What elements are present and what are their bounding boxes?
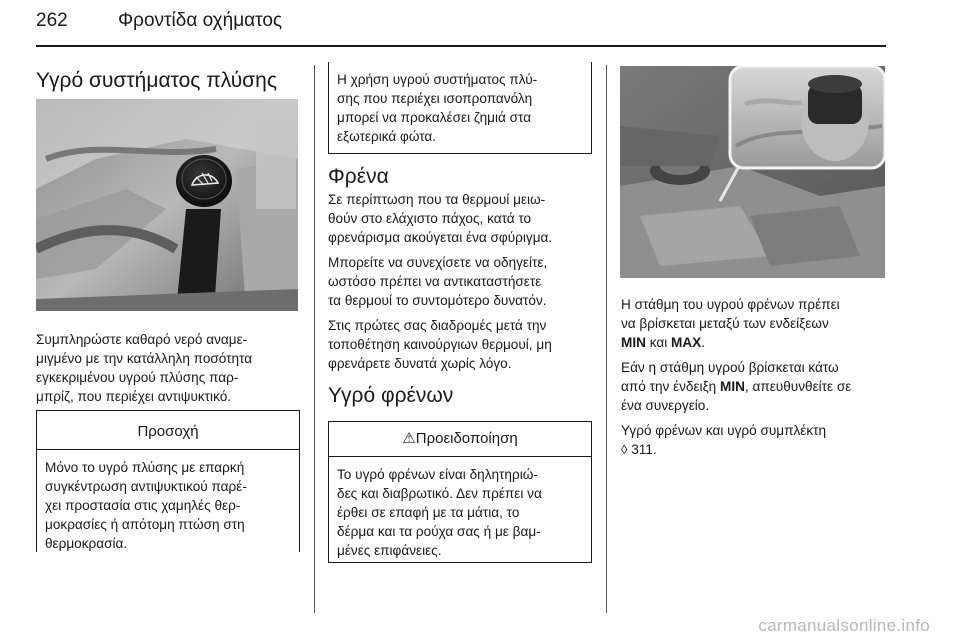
header-rule	[36, 45, 886, 47]
warning-heading: ⚠Προειδοποίηση	[402, 430, 518, 447]
min-label: MIN	[621, 335, 646, 350]
warning-box	[328, 421, 592, 563]
caution-continued-box	[328, 62, 592, 154]
brakes-title: Φρένα	[328, 165, 389, 188]
brake-fluid-level-text: Η στάθμη του υγρού φρένων πρέπει να βρίσκεται μεταξύ των ενδείξεων MIN και MAX. Εάν η στάθμη υγρού βρίσκεται κάτω από την ένδειξη MIN, απευθυνθείτε σε ένα συνεργείο. Υγρό φρένων και υγρό συμπλέκτη ◊ 311.	[621, 297, 852, 457]
page-reference-link[interactable]: 311.	[631, 442, 657, 457]
column-divider-2	[606, 65, 607, 613]
warning-text: Το υγρό φρένων είναι δηλητηριώ- δες και διαβρωτικό. Δεν πρέπει να έρθει σε επαφή με τα μάτια, το δέρμα και τα ρούχα σας ή με βαμ- μένες επιφάνειες.	[337, 467, 542, 558]
max-label: MAX	[671, 335, 702, 350]
column-divider-1	[314, 65, 315, 613]
brake-fluid-reservoir-photo	[620, 66, 885, 278]
watermark: carmanualsonline.info	[758, 616, 930, 635]
page-number: 262	[36, 10, 68, 31]
warning-triangle-icon: ⚠	[402, 430, 416, 447]
brake-fluid-reservoir-image	[620, 66, 885, 278]
brakes-text: Σε περίπτωση που τα θερμουί μειω- θούν στο ελάχιστο πάχος, κατά το φρενάρισμα ακούγεται ένα σφύριγμα. Μπορείτε να συνεχίσετε να οδηγείτε, ωστόσο πρέπει να αντικαταστήσετε τα θερμουί το συντομότερο δυνατόν. Στις πρώτες σας διαδρομές μετά την τοποθέτηση καινούργιων θερμουί, μη φρενάρετε δυνατά χωρίς λόγο.	[328, 192, 553, 371]
washer-reservoir-photo	[36, 99, 298, 311]
caution-text: Μόνο το υγρό πλύσης με επαρκή συγκέντρωση αντιψυκτικού παρέ- χει προστασία στις χαμηλές θερ- μοκρασίες ή απότομη πτώση στη θερμοκρασία.	[45, 460, 247, 551]
min-label-2: MIN	[720, 379, 745, 394]
brake-fluid-title: Υγρό φρένων	[328, 384, 454, 407]
page-reference-icon: ◊	[621, 442, 628, 457]
chapter-title: Φροντίδα οχήματος	[118, 10, 283, 31]
washer-reservoir-image	[36, 99, 298, 311]
washer-fluid-text: Συμπληρώστε καθαρό νερό αναμε- μιγμένο με την κατάλληλη ποσότητα εγκεκριμένου υγρού πλύσης παρ- μπρίζ, που περιέχει αντιψυκτικό.	[36, 332, 253, 404]
caution-heading: Προσοχή	[137, 423, 199, 440]
washer-fluid-title: Υγρό συστήματος πλύσης	[36, 69, 277, 92]
caution-continued-text: Η χρήση υγρού συστήματος πλύ- σης που περιέχει ισοπροπανόλη μπορεί να προκαλέσει ζημιά στα εξωτερικά φώτα.	[337, 72, 538, 144]
caution-box	[36, 410, 300, 552]
